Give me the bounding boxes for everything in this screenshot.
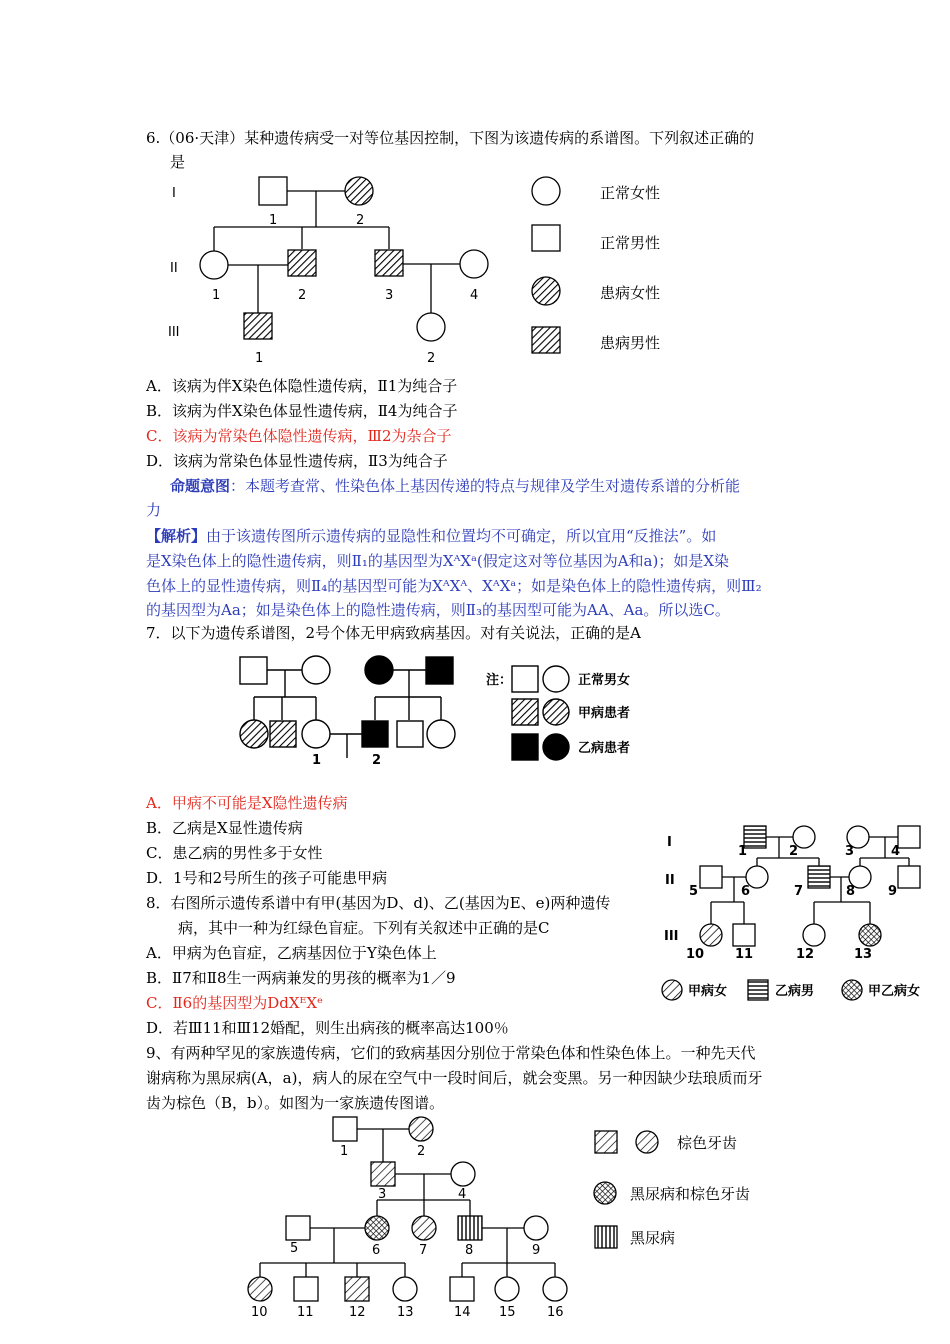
q9-ind-label: 6 [372,1243,381,1258]
q9-stem-line2: 谢病称为黑尿病(A，a)，病人的尿在空气中一段时间后，就会变黑。另一种因缺少珐琅质而牙 [146,1069,763,1087]
q6-analysis-label: 【解析】 [146,527,207,545]
q8-ind-label: 12 [796,947,815,962]
q7-gp3-circle [365,656,393,684]
q6-legend-text: 患病女性 [600,284,661,302]
q9-ind9-circle [524,1216,548,1240]
q6-II1-circle [200,251,228,279]
q9-stem-line1: 9、有两种罕见的家族遗传病，它们的致病基因分别位于常染色体和性染色体上。一种先天代 [146,1044,756,1062]
q9-ind-label: 2 [417,1144,426,1159]
q9-ind-label: 4 [458,1187,467,1202]
q7-ind-label: 2 [372,753,382,768]
q9-ind16-circle [543,1277,567,1301]
q8-option-c: C．Ⅱ6的基因型为DdXᴱXᵉ [146,994,323,1012]
q8-legend-text: 乙病男 [775,984,815,999]
q6-intent-line2: 力 [146,501,162,519]
q6-intent-line1 [170,477,740,495]
q8-ind-label: 13 [854,947,873,962]
q8-II5-square [700,866,722,888]
q8-ind-label: 5 [689,884,699,899]
q6-analysis-line4: 的基因型为Aa；如是染色体上的隐性遗传病，则Ⅱ₃的基因型可能为AA、Aa。所以选C。 [146,601,730,619]
q9-ind-label: 7 [419,1243,428,1258]
q7-legend-text: 甲病患者 [578,706,631,721]
q9-ind-label: 15 [499,1305,516,1320]
q7-legend-yi-female [543,734,569,760]
q6-intent-text: ：本题考查常、性染色体上基因传递的特点与规律及学生对遗传系谱的分析能 [230,477,741,495]
q6-III2-circle [417,313,445,341]
q6-ind-label: 1 [269,213,278,228]
q9-ind-label: 10 [251,1305,268,1320]
q7-legend-jia-male [512,699,538,725]
q7-legend-jia-female [543,699,569,725]
q7-II-normal-female [427,720,455,748]
q7-gp2-circle [302,656,330,684]
q9-ind10-circle [248,1277,272,1301]
q9-ind6-circle [365,1216,389,1240]
q7-ind1-circle [302,720,330,748]
q6-II3-square [375,250,403,276]
q9-ind5-square [286,1216,310,1240]
q9-ind12-square [345,1277,369,1301]
q8-legend-text: 甲乙病女 [868,984,921,999]
q8-gen-label: III [664,929,679,944]
q8-legend-yi-male [748,980,768,1000]
q8-II9-square [898,866,920,888]
q8-I1-square [744,826,766,848]
q8-stem-line1: 8．右图所示遗传系谱中有甲(基因为D、d)、乙(基因为E、e)两种遗传 [146,894,611,912]
q7-legend-normal-female [543,666,569,692]
q7-legend-text: 乙病患者 [578,741,631,756]
q6-ind-label: 2 [356,213,365,228]
q8-III11-square [733,924,755,946]
q8-legend-jiayi-female [842,980,862,1000]
q6-ind-label: 3 [385,288,394,303]
q9-ind15-circle [495,1277,519,1301]
q8-option-b: B．Ⅱ7和Ⅱ8生一两病兼发的男孩的概率为1／9 [146,969,456,987]
q7-ind2-square [362,721,388,747]
q9-ind-label: 11 [297,1305,314,1320]
q7-option-b: B．乙病是X显性遗传病 [146,819,303,837]
q9-ind-label: 12 [349,1305,366,1320]
q9-ind-label: 1 [340,1144,349,1159]
q6-ind-label: 2 [298,288,307,303]
q8-legend-text: 甲病女 [688,984,728,999]
q6-legend-text: 正常女性 [600,184,661,202]
q8-stem-line2: 病，其中一种为红绿色盲症。下列有关叙述中正确的是C [178,919,550,937]
q7-gp4-square [426,657,453,684]
q8-ind-label: 1 [738,844,748,859]
q6-gen-label: II [170,261,178,276]
q8-III13-circle [859,924,881,946]
q9-ind1-square [333,1117,357,1141]
q6-analysis-line3: 色体上的显性遗传病，则Ⅱ₄的基因型可能为XᴬXᴬ、XᴬXᵃ；如是染色体上的隐性遗传病，则Ⅲ₂ [146,577,762,595]
q6-gen-label: III [168,325,180,340]
q7-ind-label: 1 [312,753,322,768]
q9-legend-alkaptonuria [595,1226,617,1248]
q7-legend-yi-male [512,734,538,760]
q9-legend-both [594,1182,616,1204]
q9-ind11-square [294,1277,318,1301]
q6-legend-text: 患病男性 [600,334,661,352]
q8-III10-circle [700,924,722,946]
q6-legend-affected-female [532,277,560,305]
q7-II-affected-female [240,720,268,748]
q8-ind-label: 4 [891,844,901,859]
q6-ind-label: 4 [470,288,479,303]
q9-legend-text: 黑尿病和棕色牙齿 [630,1185,751,1203]
q9-ind4-circle [451,1162,475,1186]
q9-ind2-circle [409,1117,433,1141]
q7-legend-normal-male [512,666,538,692]
q6-stem-line1: 6.（06·天津）某种遗传病受一对等位基因控制，下图为该遗传病的系谱图。下列叙述正确的 [146,129,755,147]
q6-ind-label: 1 [212,288,221,303]
q6-analysis-line2: 是X染色体上的隐性遗传病，则Ⅱ₁的基因型为XᴬXᵃ(假定这对等位基因为A和a)；如是X染 [146,552,730,570]
q9-ind-label: 8 [465,1243,474,1258]
q6-option-a: A．该病为伴X染色体隐性遗传病，Ⅱ1为纯合子 [146,377,458,395]
q8-ind-label: 8 [846,884,856,899]
q8-III12-circle [803,924,825,946]
q9-ind-label: 3 [378,1187,387,1202]
q6-legend-normal-male [532,225,560,251]
q7-legend-prefix: 注： [486,673,513,688]
q7-II-normal-male [397,721,423,747]
q6-I1-square [259,177,287,205]
q7-legend-text: 正常男女 [578,673,631,688]
q9-legend-text: 棕色牙齿 [677,1134,738,1152]
q7-gp1-square [240,657,267,684]
q9-legend-brown-male [595,1131,617,1153]
q6-III1-square [244,313,272,339]
q8-gen-label: II [665,873,675,888]
q8-ind-label: 7 [794,884,804,899]
q6-option-c: C．该病为常染色体隐性遗传病，Ⅲ2为杂合子 [146,427,452,445]
q6-stem-line2: 是 [170,153,186,171]
q7-stem: 7．以下为遗传系谱图，2号个体无甲病致病基因。对有关说法，正确的是A [146,624,641,642]
q6-analysis-line1 [146,527,716,545]
q8-II7-square [808,866,830,888]
q9-legend-brown-female [636,1131,658,1153]
q9-legend-text: 黑尿病 [630,1229,676,1247]
q6-II2-square [288,250,316,276]
q6-I2-circle [345,177,373,205]
q9-ind-label: 5 [290,1241,299,1256]
q8-ind-label: 10 [686,947,705,962]
q6-ind-label: 2 [427,351,436,366]
q7-II-affected-male [270,721,296,747]
q6-option-d: D．该病为常染色体显性遗传病，Ⅱ3为纯合子 [146,452,448,470]
q8-legend-jia-female [662,980,682,1000]
q6-legend-normal-female [532,177,560,205]
q8-option-a: A．甲病为色盲症，乙病基因位于Y染色体上 [146,944,437,962]
q9-ind8-square [458,1216,482,1240]
q8-ind-label: 2 [789,844,799,859]
q6-ind-label: 1 [255,351,264,366]
q9-ind-label: 9 [532,1243,541,1258]
q7-option-d: D．1号和2号所生的孩子可能患甲病 [146,869,388,887]
q6-analysis-text: 由于该遗传图所示遗传病的显隐性和位置均不可确定，所以宜用“反推法”。如 [206,527,717,545]
q8-ind-label: 9 [888,884,898,899]
q9-ind14-square [450,1277,474,1301]
q9-ind7-circle [412,1216,436,1240]
q7-option-c: C．患乙病的男性多于女性 [146,844,323,862]
q9-ind-label: 13 [397,1305,414,1320]
q6-intent-label: 命题意图 [170,477,231,495]
q9-ind-label: 14 [454,1305,471,1320]
q9-ind-label: 16 [547,1305,564,1320]
q9-ind13-circle [393,1277,417,1301]
q8-ind-label: 3 [845,844,855,859]
q8-gen-label: I [667,835,672,850]
q6-option-b: B．该病为伴X染色体显性遗传病，Ⅱ4为纯合子 [146,402,458,420]
q6-legend-affected-male [532,327,560,353]
q8-ind-label: 11 [735,947,754,962]
q9-stem-line3: 齿为棕色（B，b）。如图为一家族遗传图谱。 [146,1094,445,1112]
q8-option-d: D．若Ⅲ11和Ⅲ12婚配，则生出病孩的概率高达100％ [146,1019,509,1037]
q6-II4-circle [460,250,488,278]
q9-ind3-square [371,1162,395,1186]
q8-I4-square [898,826,920,848]
q7-option-a: A．甲病不可能是X隐性遗传病 [146,794,348,812]
q6-legend-text: 正常男性 [600,234,661,252]
q8-ind-label: 6 [741,884,751,899]
q6-gen-label: I [172,186,176,201]
